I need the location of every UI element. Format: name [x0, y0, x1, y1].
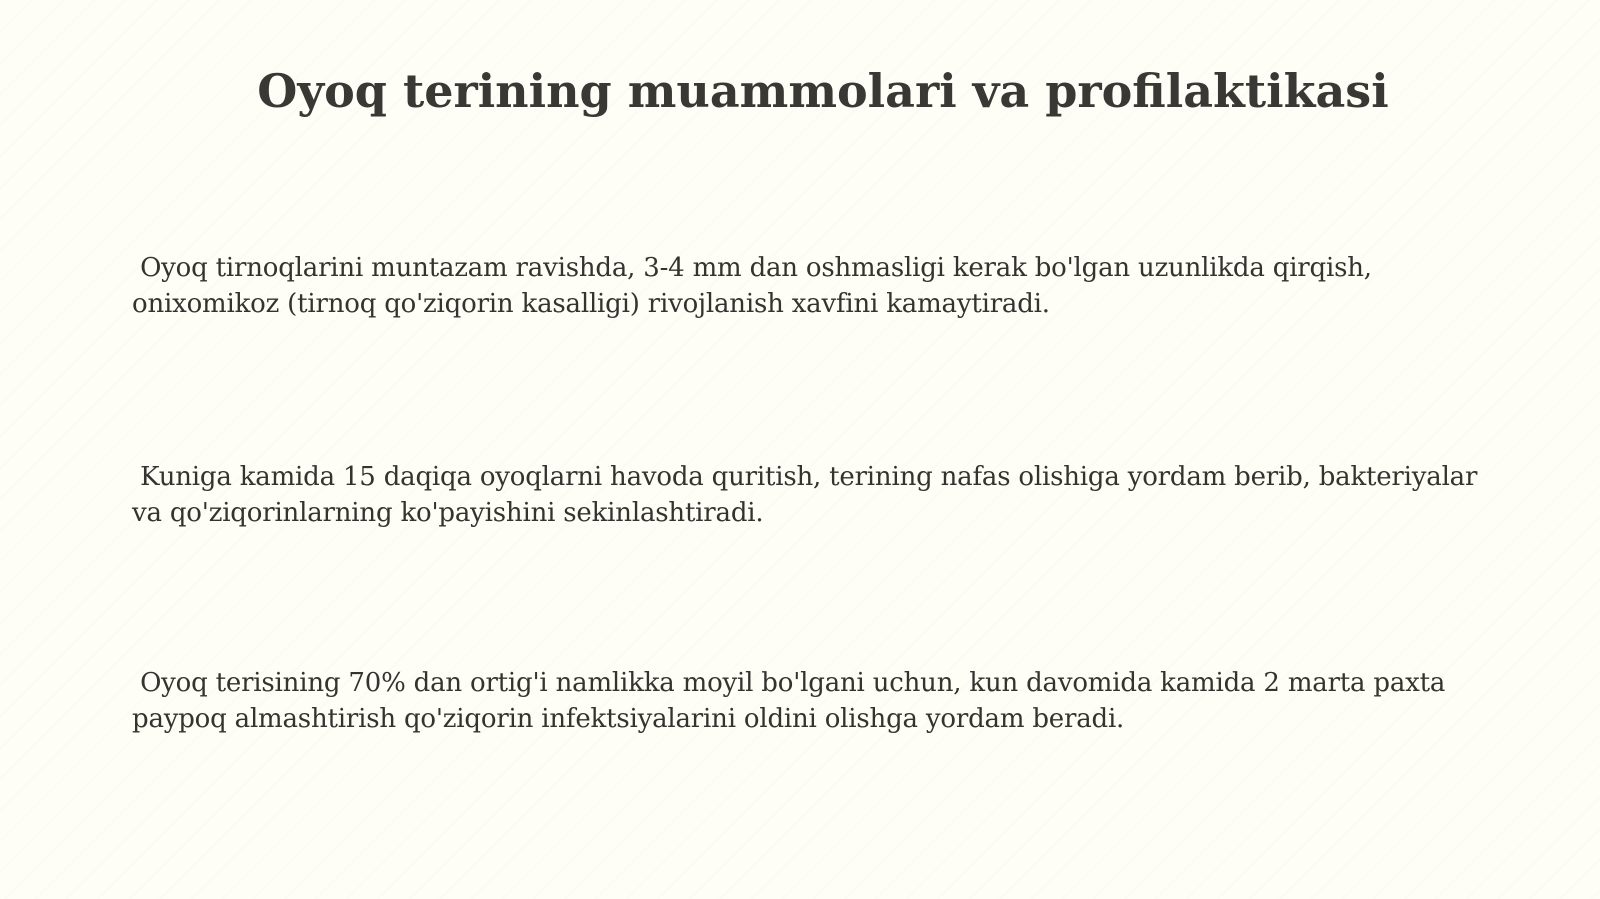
paragraph-air-drying: Kuniga kamida 15 daqiqa oyoqlarni havoda quritish, terining nafas olishiga yordam berib, bakteriyalar va qo'ziqorinlarning ko'payishini sekinlashtiradi.	[132, 462, 1478, 528]
paragraph-sock-changing: Oyoq terisining 70% dan ortig'i namlikka moyil bo'lgani uchun, kun davomida kamida 2 marta paxta paypoq almashtirish qo'ziqorin infektsiyalarini oldini olishga yordam beradi.	[132, 668, 1446, 734]
paragraph-nail-trimming: Oyoq tirnoqlarini muntazam ravishda, 3-4 mm dan oshmasligi kerak bo'lgan uzunlikda qirqish, onixomikoz (tirnoq qo'ziqorin kasalligi) rivojlanish xavfini kamaytiradi.	[132, 253, 1372, 319]
slide-title: Oyoq terining muammolari va profilaktikasi	[257, 64, 1389, 118]
